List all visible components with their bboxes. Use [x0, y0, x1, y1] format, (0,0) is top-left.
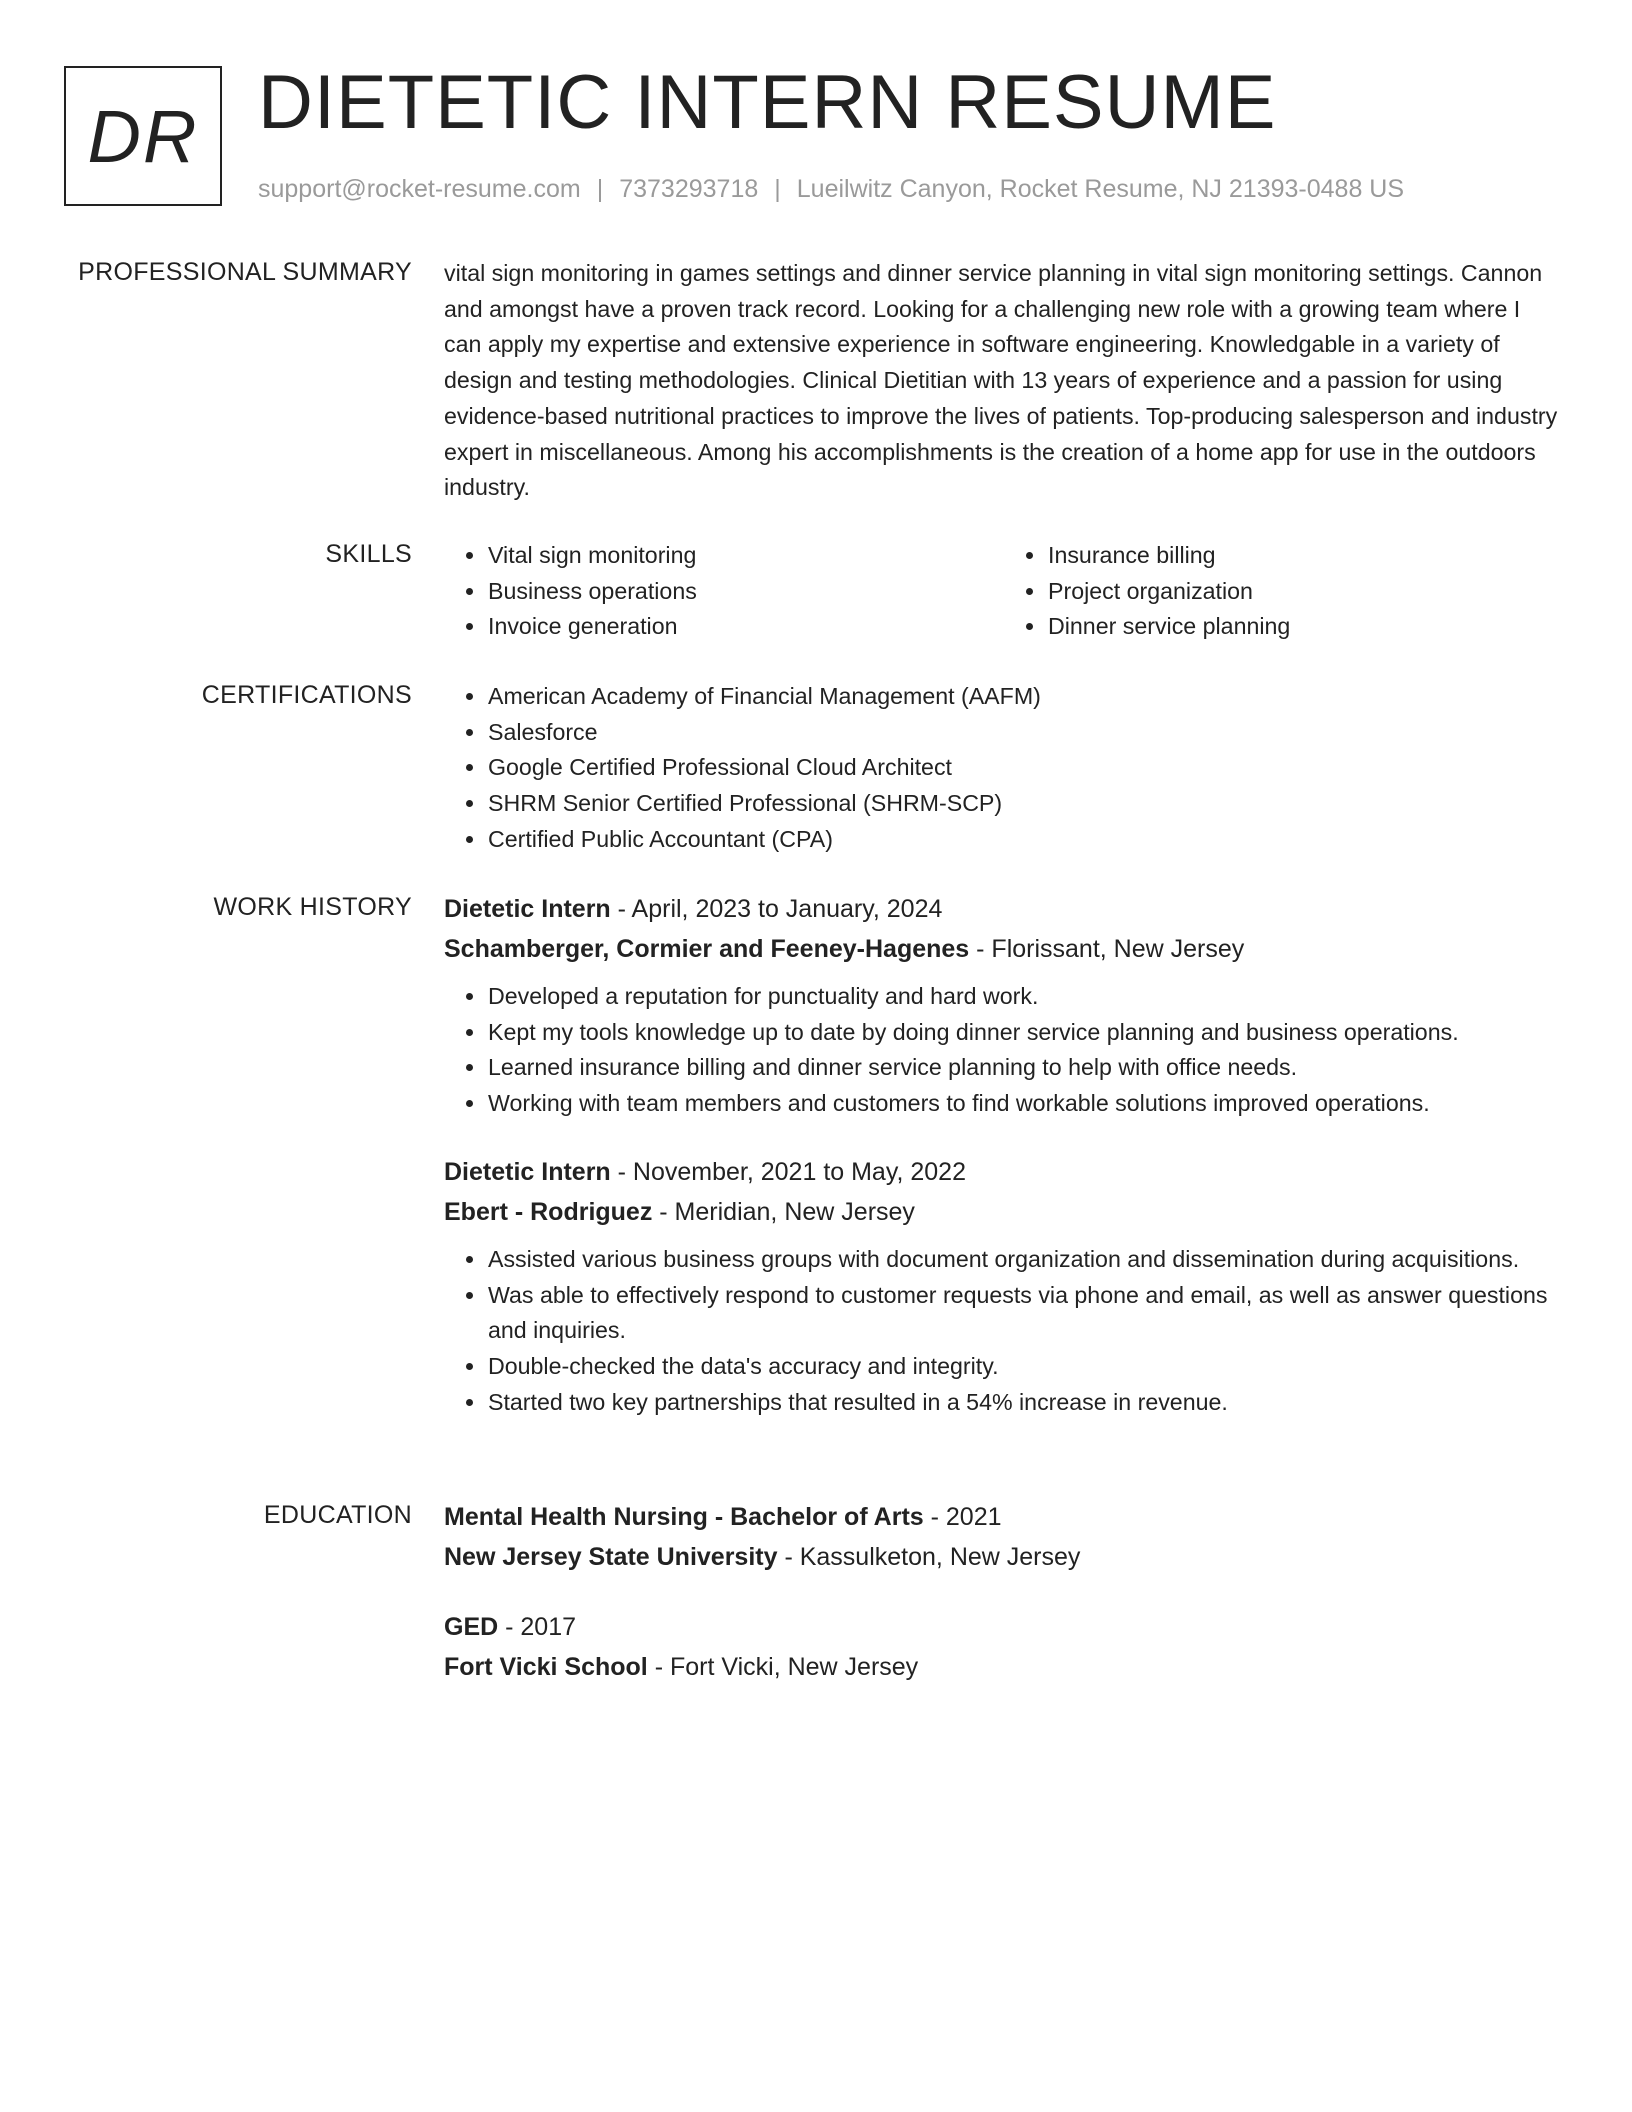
contact-separator: | — [774, 175, 781, 203]
job-dates: - April, 2023 to January, 2024 — [610, 895, 943, 923]
skills-list — [444, 538, 1564, 645]
school-line — [444, 1647, 1564, 1687]
skill-item: • Insurance billing — [1047, 538, 1564, 574]
contact-separator: | — [596, 175, 604, 203]
skill-item: • Invoice generation — [487, 609, 1004, 645]
education-entry — [444, 1497, 1564, 1577]
job-bullet: • Learned insurance billing and dinner service planning to help with office needs. — [487, 1050, 1564, 1086]
degree-line — [444, 1607, 1564, 1647]
school: Fort Vicki School — [444, 1653, 648, 1681]
skills-column-left — [444, 538, 1004, 645]
certification-item: • Certified Public Accountant (CPA) — [487, 822, 1564, 858]
job-company: Ebert - Rodriguez — [444, 1197, 653, 1226]
skill-item: • Project organization — [1047, 574, 1564, 610]
certifications-list — [444, 679, 1564, 858]
school: New Jersey State University — [444, 1543, 778, 1571]
education-entry — [444, 1607, 1564, 1687]
job-company-line — [444, 929, 1564, 969]
job-company-line — [444, 1192, 1564, 1232]
skill-item: • Vital sign monitoring — [487, 538, 1004, 574]
degree-line — [444, 1497, 1564, 1537]
job-title: Dietetic Intern — [444, 1157, 611, 1186]
resume-title: DIETETIC INTERN RESUME — [258, 60, 1277, 145]
work-history-body — [444, 889, 1564, 1420]
degree: GED — [444, 1613, 499, 1641]
summary-body — [444, 256, 1564, 506]
job-location: - Florissant, New Jersey — [969, 935, 1245, 963]
job-bullet: • Started two key partnerships that resulted in a 54% increase in revenue. — [487, 1385, 1564, 1421]
job-entry — [444, 889, 1564, 1122]
skill-item: • Business operations — [487, 574, 1004, 610]
job-title-line — [444, 1152, 1564, 1192]
contact-address: Lueilwitz Canyon, Rocket Resume, NJ 21393-0488 US — [796, 175, 1405, 203]
job-bullet: • Working with team members and customers to find workable solutions improved operations. — [487, 1086, 1564, 1122]
job-bullet: • Was able to effectively respond to customer requests via phone and email, as well as answer questions and inquiries. — [487, 1278, 1564, 1349]
summary-heading: PROFESSIONAL SUMMARY — [78, 258, 412, 286]
certification-item: • American Academy of Financial Management (AAFM) — [487, 679, 1564, 715]
certification-item: • SHRM Senior Certified Professional (SHRM-SCP) — [487, 786, 1564, 822]
job-bullet: • Kept my tools knowledge up to date by doing dinner service planning and business operations. — [487, 1015, 1564, 1051]
job-bullets — [444, 1242, 1564, 1421]
skill-item: • Dinner service planning — [1047, 609, 1564, 645]
contact-line — [258, 175, 1404, 204]
contact-email: support@rocket-resume.com — [258, 175, 581, 203]
job-title: Dietetic Intern — [444, 895, 611, 923]
skills-heading: SKILLS — [325, 540, 412, 568]
school-location: - Fort Vicki, New Jersey — [647, 1653, 919, 1681]
job-entry — [444, 1152, 1564, 1421]
summary-text: vital sign monitoring in games settings and dinner service planning in vital sign monitoring settings. Cannon and amongst have a proven track record. Looking for a challenging new role with a growing team where I can apply my expertise and extensive experience in software engineering. Knowledgable in a variety of design and testing methodologies. Clinical Dietitian with 13 years of experience and a passion for using evidence-based nutritional practices to improve the lives of patients. Top-producing salesperson and industry expert in miscellaneous. Among his accomplishments is the creation of a home app for use in the outdoors industry. — [444, 260, 1558, 501]
job-bullets — [444, 979, 1564, 1122]
certifications-body — [444, 679, 1564, 858]
skills-column-right — [1004, 538, 1564, 645]
job-title-line — [444, 889, 1564, 929]
job-dates: - November, 2021 to May, 2022 — [610, 1157, 966, 1186]
job-bullet: • Double-checked the data's accuracy and integrity. — [487, 1349, 1564, 1385]
education-heading: EDUCATION — [263, 1501, 412, 1529]
education-body — [444, 1497, 1564, 1687]
initials-monogram: DR — [64, 66, 222, 206]
job-bullet: • Assisted various business groups with document organization and dissemination during acquisitions. — [487, 1242, 1564, 1278]
graduation-year: - 2017 — [498, 1613, 577, 1641]
certifications-heading: CERTIFICATIONS — [201, 681, 412, 709]
job-company: Schamberger, Cormier and Feeney-Hagenes — [444, 935, 970, 963]
job-location: - Meridian, New Jersey — [652, 1197, 915, 1226]
certification-item: • Google Certified Professional Cloud Architect — [487, 750, 1564, 786]
job-bullet: • Developed a reputation for punctuality and hard work. — [487, 979, 1564, 1015]
work-history-heading: WORK HISTORY — [213, 893, 412, 921]
school-location: - Kassulketon, New Jersey — [777, 1543, 1081, 1571]
school-line — [444, 1537, 1564, 1577]
certification-item: • Salesforce — [487, 715, 1564, 751]
degree: Mental Health Nursing - Bachelor of Arts — [444, 1503, 924, 1531]
graduation-year: - 2021 — [923, 1503, 1002, 1531]
contact-phone: 7373293718 — [619, 175, 759, 203]
